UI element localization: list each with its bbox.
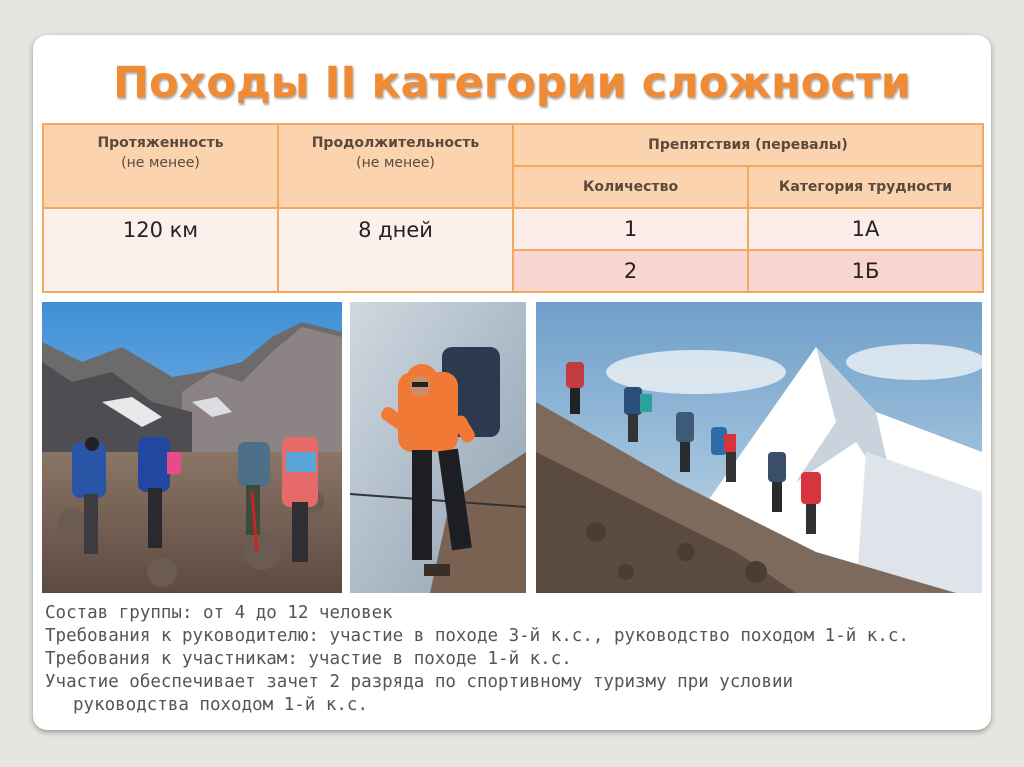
member-requirements-text: Требования к участникам: участие в походе 1-й к.с. — [45, 649, 572, 669]
duration-value: 8 дней — [278, 208, 513, 292]
distance-header-cell — [43, 124, 278, 208]
difficulty-header: Категория трудности — [748, 166, 983, 208]
obstacles-header-cell — [513, 124, 983, 166]
pass-category-1: 1А — [748, 208, 983, 250]
pass-category-2: 1Б — [748, 250, 983, 292]
distance-header-note: (не менее) — [121, 155, 200, 171]
hikers-group-photo — [42, 302, 342, 593]
duration-header-note: (не менее) — [356, 155, 435, 171]
pass-count-1: 1 — [513, 208, 748, 250]
duration-header: Продолжительность — [311, 135, 480, 151]
pass-count-2: 2 — [513, 250, 748, 292]
credit-text-line-2: руководства походом 1-й к.с. — [73, 695, 369, 715]
leader-requirements-text: Требования к руководителю: участие в походе 3-й к.с., руководство походом 1-й к.с. — [45, 626, 909, 646]
group-size-text: Состав группы: от 4 до 12 человек — [45, 603, 393, 623]
mountain-ascent-photo — [536, 302, 982, 593]
page-title: Походы II категории сложности — [113, 58, 911, 108]
credit-text-line-1: Участие обеспечивает зачет 2 разряда по спортивному туризму при условии — [45, 672, 794, 692]
category-table — [42, 123, 984, 293]
distance-header: Протяженность — [97, 135, 224, 151]
distance-value: 120 км — [43, 208, 278, 292]
duration-header-cell — [278, 124, 513, 208]
count-header: Количество — [513, 166, 748, 208]
obstacles-header: Препятствия (перевалы) — [648, 137, 848, 153]
group-requirements — [45, 602, 975, 717]
climber-on-rope-photo — [350, 302, 526, 593]
